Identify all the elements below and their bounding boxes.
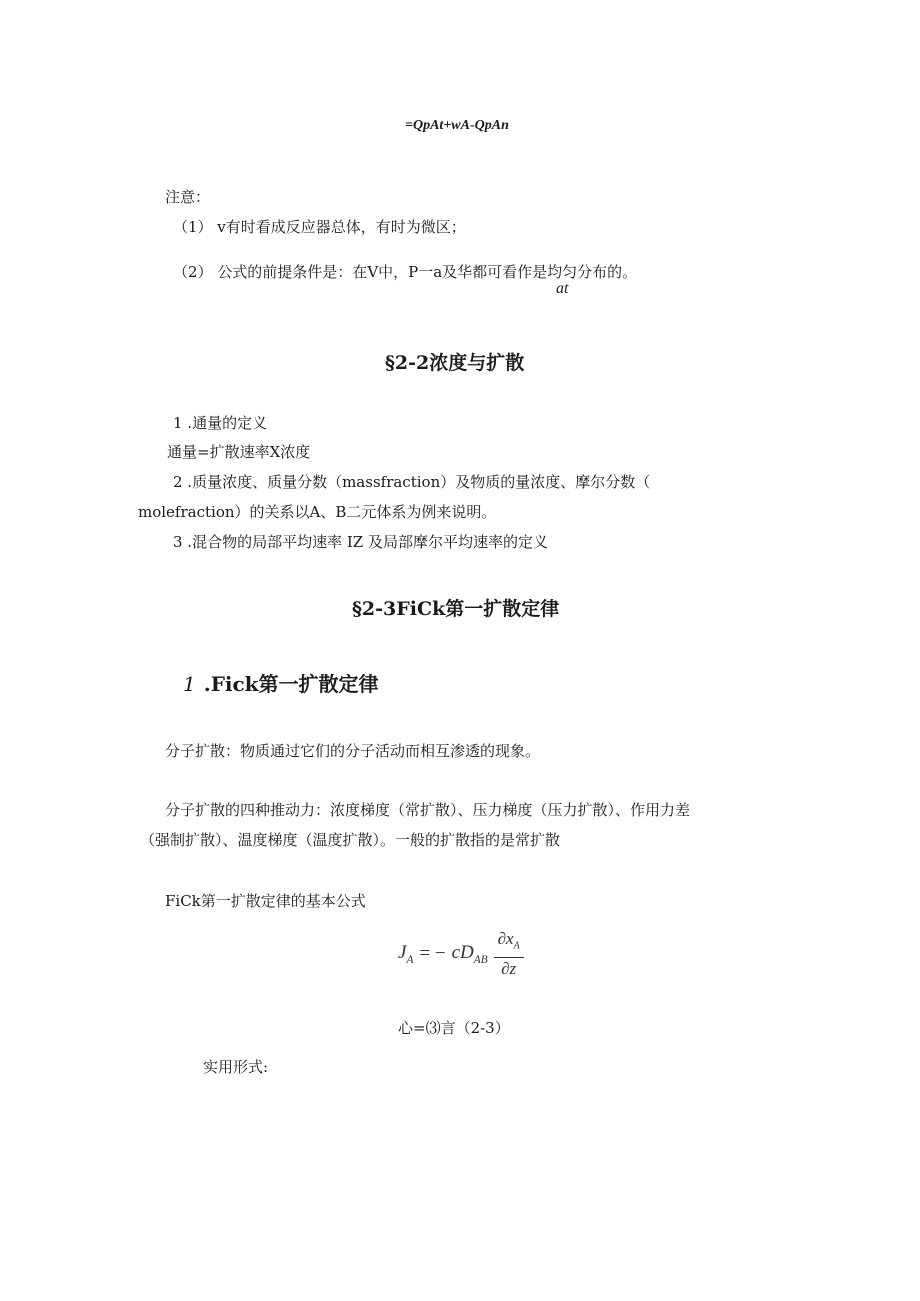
eq-flux: $J_A$: [398, 942, 414, 967]
note-item-2: （2） 公式的前提条件是：在V中，P一a及华都可看作是均匀分布的。: [173, 263, 638, 281]
subsection-fick-heading: [183, 668, 379, 697]
subsection-title: .Fick第一扩散定律: [203, 672, 379, 696]
para-driving-forces-1: 分子扩散的四种推动力：浓度梯度（常扩散）、压力梯度（压力扩散）、作用力差: [165, 801, 691, 819]
sec22-line-2: 通量=扩散速率X浓度: [167, 443, 311, 461]
note-item-1: （1） v有时看成反应器总体，有时为微区；: [173, 218, 466, 236]
eq-equals: = −: [419, 943, 446, 965]
section-2-2-title: §2-2浓度与扩散: [385, 352, 525, 374]
subsection-number: 1: [183, 672, 196, 696]
sec22-line-3: 2 .质量浓度、质量分数（massfraction）及物质的量浓度、摩尔分数（: [173, 473, 651, 491]
sec22-line-4: molefraction）的关系以A、B二元体系为例来说明。: [138, 503, 497, 521]
sec22-line-5: 3 .混合物的局部平均速率 IZ 及局部摩尔平均速率的定义: [173, 533, 548, 551]
note-title: 注意：: [165, 188, 211, 206]
practical-form-label: 实用形式:: [203, 1058, 269, 1076]
eq-coefficient: $cD_{AB}$: [451, 942, 488, 967]
top-formula: =QpAt+wA-QpAn: [405, 118, 509, 133]
para-molecular-diffusion: 分子扩散：物质通过它们的分子活动而相互渗透的现象。: [165, 742, 541, 760]
section-2-3-title: §2-3FiCk第一扩散定律: [352, 598, 560, 620]
fick-law-equation: [398, 930, 524, 978]
note-item-2-subscript: at: [556, 280, 569, 297]
eq-fraction-bar: [494, 957, 524, 958]
eq-denominator: ∂z: [501, 959, 517, 979]
eq-fraction: [494, 930, 524, 978]
para-driving-forces-2: （强制扩散）、温度梯度（温度扩散）。一般的扩散指的是常扩散: [140, 831, 561, 849]
sec22-line-1: 1 .通量的定义: [173, 414, 268, 432]
equation-label: 心=⑶言（2-3）: [398, 1019, 510, 1037]
eq-numerator: $\partial x_A$: [497, 929, 520, 952]
para-basic-formula: FiCk第一扩散定律的基本公式: [165, 892, 366, 910]
